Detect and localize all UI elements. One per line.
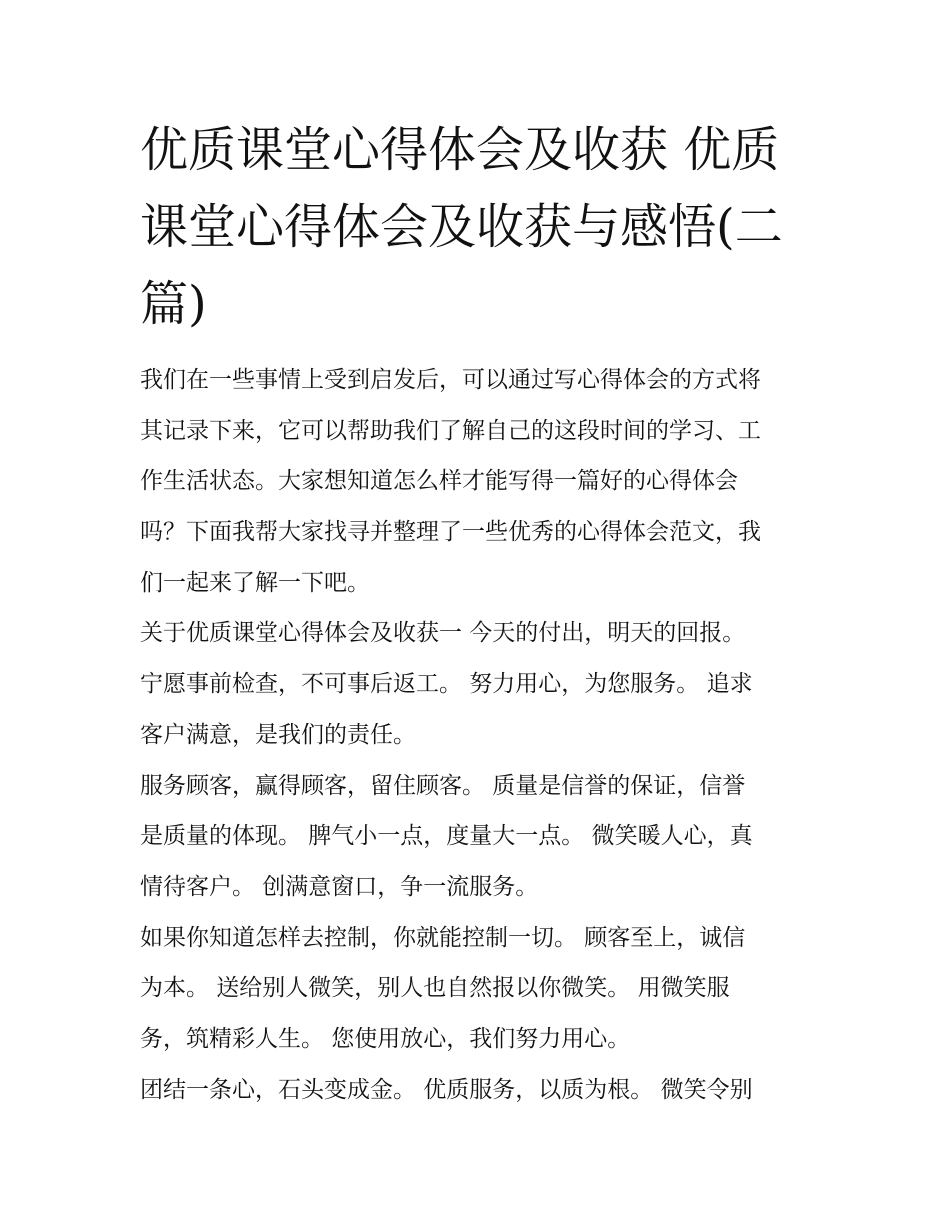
text-line: 是质量的体现。 脾气小一点，度量大一点。 微笑暖人心，真 [140, 823, 753, 850]
text-line: 如果你知道怎样去控制，你就能控制一切。 顾客至上，诚信 [140, 924, 746, 951]
text-line: 关于优质课堂心得体会及收获一 今天的付出，明天的回报。 [140, 620, 746, 647]
text-line: 为本。 送给别人微笑，别人也自然报以你微笑。 用微笑服 [140, 975, 730, 1002]
title-line: 优质课堂心得体会及收获 优质 [140, 122, 780, 178]
text-line: 团结一条心，石头变成金。 优质服务，以质为根。 微笑令别 [140, 1076, 753, 1103]
title-line: 课堂心得体会及收获与感悟(二 [140, 199, 783, 255]
paragraph-section-one [140, 608, 815, 760]
document-page [140, 112, 815, 1115]
paragraph-control [140, 913, 815, 1065]
text-line: 客户满意，是我们的责任。 [140, 721, 416, 748]
title-line: 篇) [140, 276, 207, 332]
text-line: 作生活状态。大家想知道怎么样才能写得一篇好的心得体会 [140, 468, 738, 495]
text-line: 宁愿事前检查，不可事后返工。 努力用心，为您服务。 追求 [140, 671, 753, 698]
text-line: 务，筑精彩人生。 您使用放心，我们努力用心。 [140, 1025, 631, 1052]
text-line: 其记录下来，它可以帮助我们了解自己的这段时间的学习、工 [140, 417, 761, 444]
text-line: 吗？下面我帮大家找寻并整理了一些优秀的心得体会范文，我 [140, 519, 761, 546]
paragraph-service [140, 761, 815, 913]
paragraph-intro [140, 355, 815, 608]
paragraph-unity [140, 1065, 815, 1116]
text-line: 服务顾客，赢得顾客，留住顾客。 质量是信誉的保证，信誉 [140, 772, 746, 799]
text-line: 情待客户。 创满意窗口，争一流服务。 [140, 873, 539, 900]
document-title [140, 112, 815, 343]
text-line: 我们在一些事情上受到启发后，可以通过写心得体会的方式将 [140, 367, 761, 393]
text-line: 们一起来了解一下吧。 [140, 569, 370, 596]
document-body [140, 355, 815, 1115]
